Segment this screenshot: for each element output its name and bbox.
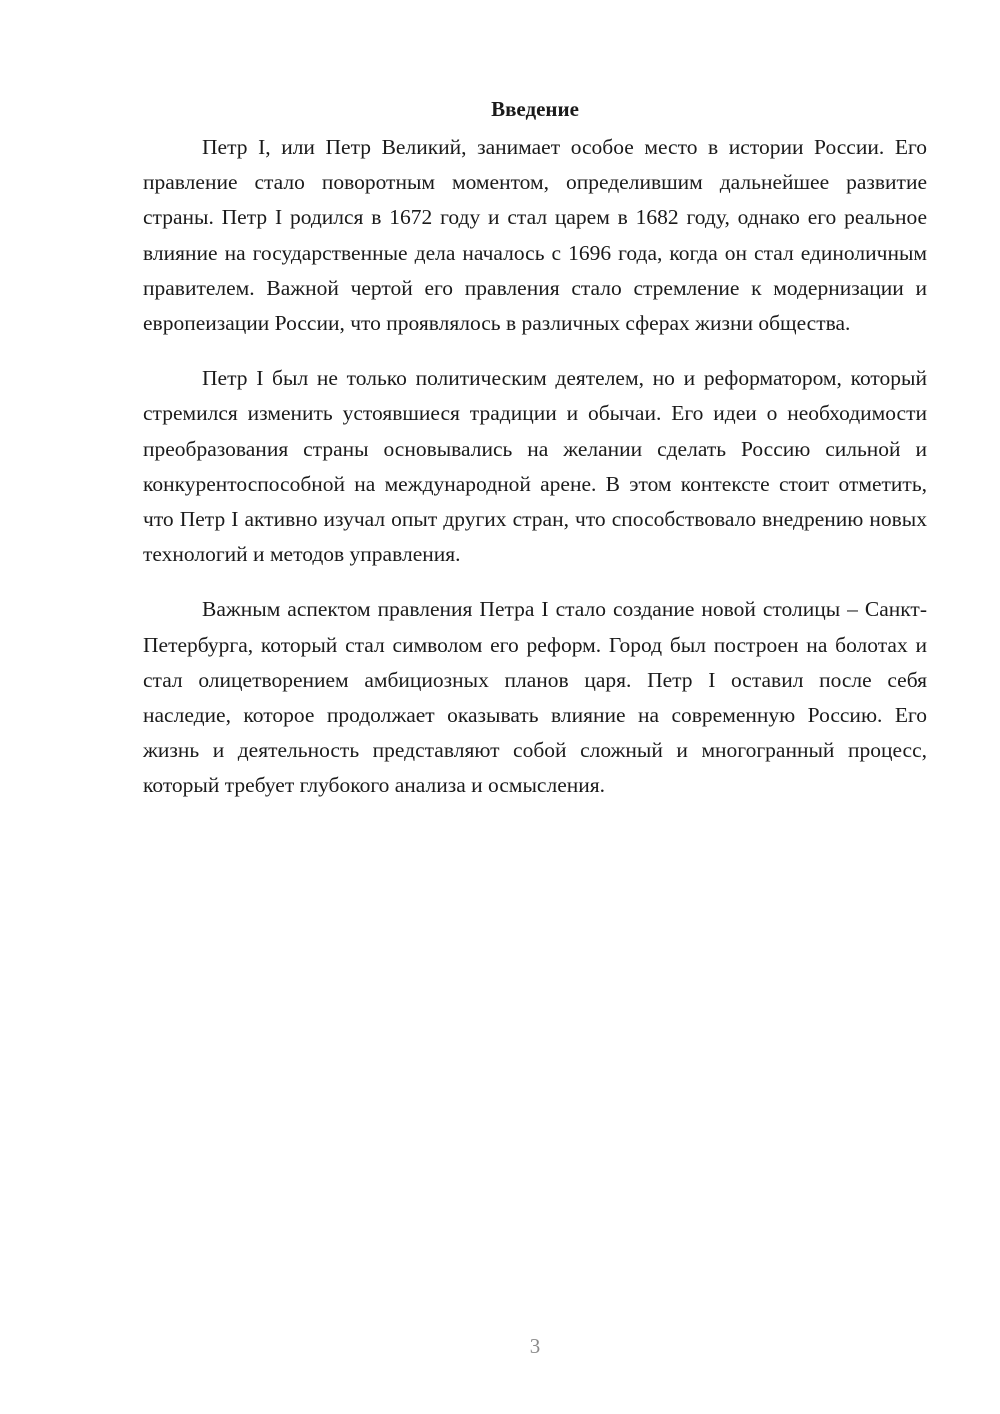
page-content: [143, 94, 927, 824]
paragraph-1: Петр I, или Петр Великий, занимает особое место в истории России. Его правление стало поворотным моментом, определившим дальнейшее развитие страны. Петр I родился в 1672 году и стал царем в 1682 году, однако его реальное влияние на государственные дела началось с 1696 года, когда он стал единоличным правителем. Важной чертой его правления стало стремление к модернизации и европеизации России, что проявлялось в различных сферах жизни общества.: [143, 135, 927, 336]
section-title: Введение: [491, 97, 579, 121]
paragraph-3: Важным аспектом правления Петра I стало создание новой столицы – Санкт-Петербурга, который стал символом его реформ. Город был построен на болотах и стал олицетворением амбициозных планов царя. Петр I оставил после себя наследие, которое продолжает оказывать влияние на современную Россию. Его жизнь и деятельность представляют собой сложный и многогранный процесс, который требует глубокого анализа и осмысления.: [143, 597, 927, 798]
page-number: 3: [529, 1334, 541, 1358]
paragraph-2: Петр I был не только политическим деятелем, но и реформатором, который стремился изменить устоявшиеся традиции и обычаи. Его идеи о необходимости преобразования страны основывались на желании сделать Россию сильной и конкурентоспособной на международной арене. В этом контексте стоит отметить, что Петр I активно изучал опыт других стран, что способствовало внедрению новых технологий и методов управления.: [143, 366, 927, 567]
